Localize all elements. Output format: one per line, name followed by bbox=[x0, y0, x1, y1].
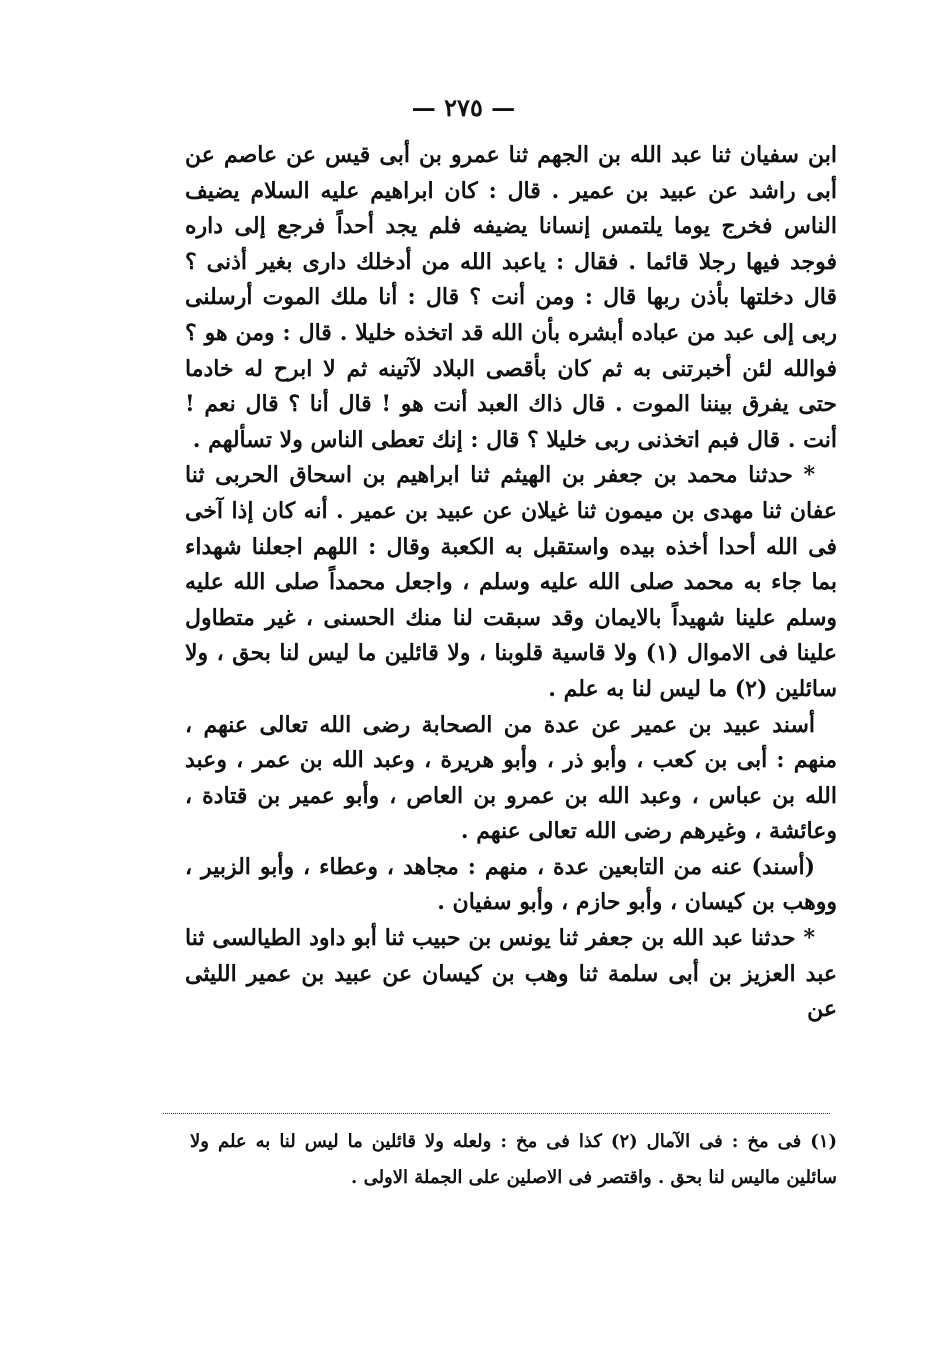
paragraph-4: (أسند) عنه من التابعين عدة ، منهم : مجاهد ، وعطاء ، وأبو الزبير ، ووهب بن كيسان ، وأبو حازم ، وأبو سفيان . bbox=[185, 853, 837, 916]
footnote-divider bbox=[163, 1113, 830, 1114]
page-number: — ٢٧٥ — bbox=[411, 93, 516, 122]
footnotes: (١) فى مخ : فى الآمال (٢) كذا فى مخ : ولعله ولا قائلين ما ليس لنا به علم ولا سائلين ماليس لنا بحق . واقتصر فى الاصلين على الجملة الاولى . bbox=[190, 1131, 837, 1188]
main-text bbox=[185, 138, 837, 1028]
paragraph-1: ابن سفيان ثنا عبد الله بن الجهم ثنا عمرو بن أبى قيس عن عاصم عن أبى راشد عن عبيد بن عمير . قال : كان ابراهيم عليه السلام يضيف الناس فخرج يوما يلتمس إنسانا يضيفه فلم يجد أحداً فرجع إلى داره فوجد فيها رجلا قائما . فقال : ياعبد الله من أدخلك دارى بغير أذنى ؟ قال دخلتها بأذن ربها قال : ومن أنت ؟ قال : أنا ملك الموت أرسلنى ربى إلى عبد من عباده أبشره بأن الله قد اتخذه خليلا . قال : ومن هو ؟ فوالله لئن أخبرتنى به ثم كان بأقصى البلاد لآتينه ثم لا ابرح له خادما حتى يفرق بيننا الموت . قال ذاك العبد أنت هو ! قال أنا ؟ قال نعم ! أنت . قال فبم اتخذنى ربى خليلا ؟ قال : إنك تعطى الناس ولا تسألهم . bbox=[185, 142, 837, 453]
paragraph-3: أسند عبيد بن عمير عن عدة من الصحابة رضى الله تعالى عنهم ، منهم : أبى بن كعب ، وأبو ذر ، وأبو هريرة ، وعبد الله بن عمر ، وعبد الله بن عباس ، وعبد الله بن عمرو بن العاص ، وأبو عمير بن قتادة ، وعائشة ، وغيرهم رضى الله تعالى عنهم . bbox=[185, 711, 837, 845]
paragraph-2: * حدثنا محمد بن جعفر بن الهيثم ثنا ابراهيم بن اسحاق الحربى ثنا عفان ثنا مهدى بن ميمون ثنا غيلان عن عبيد بن عمير . أنه كان إذا آخى فى الله أحدا أخذه بيده واستقبل به الكعبة وقال : اللهم اجعلنا شهداء بما جاء به محمد صلى الله عليه وسلم ، واجعل محمداً صلى الله عليه وسلم علينا شهيداً بالايمان وقد سبقت لنا منك الحسنى ، غير متطاول علينا فى الاموال (١) ولا قاسية قلوبنا ، ولا قائلين ما ليس لنا بحق ، ولا سائلين (٢) ما ليس لنا به علم . bbox=[185, 462, 837, 702]
paragraph-5: * حدثنا عبد الله بن جعفر ثنا يونس بن حبيب ثنا أبو داود الطيالسى ثنا عبد العزيز بن أبى سلمة ثنا وهب بن كيسان عن عبيد بن عمير الليثى عن bbox=[185, 925, 837, 1023]
